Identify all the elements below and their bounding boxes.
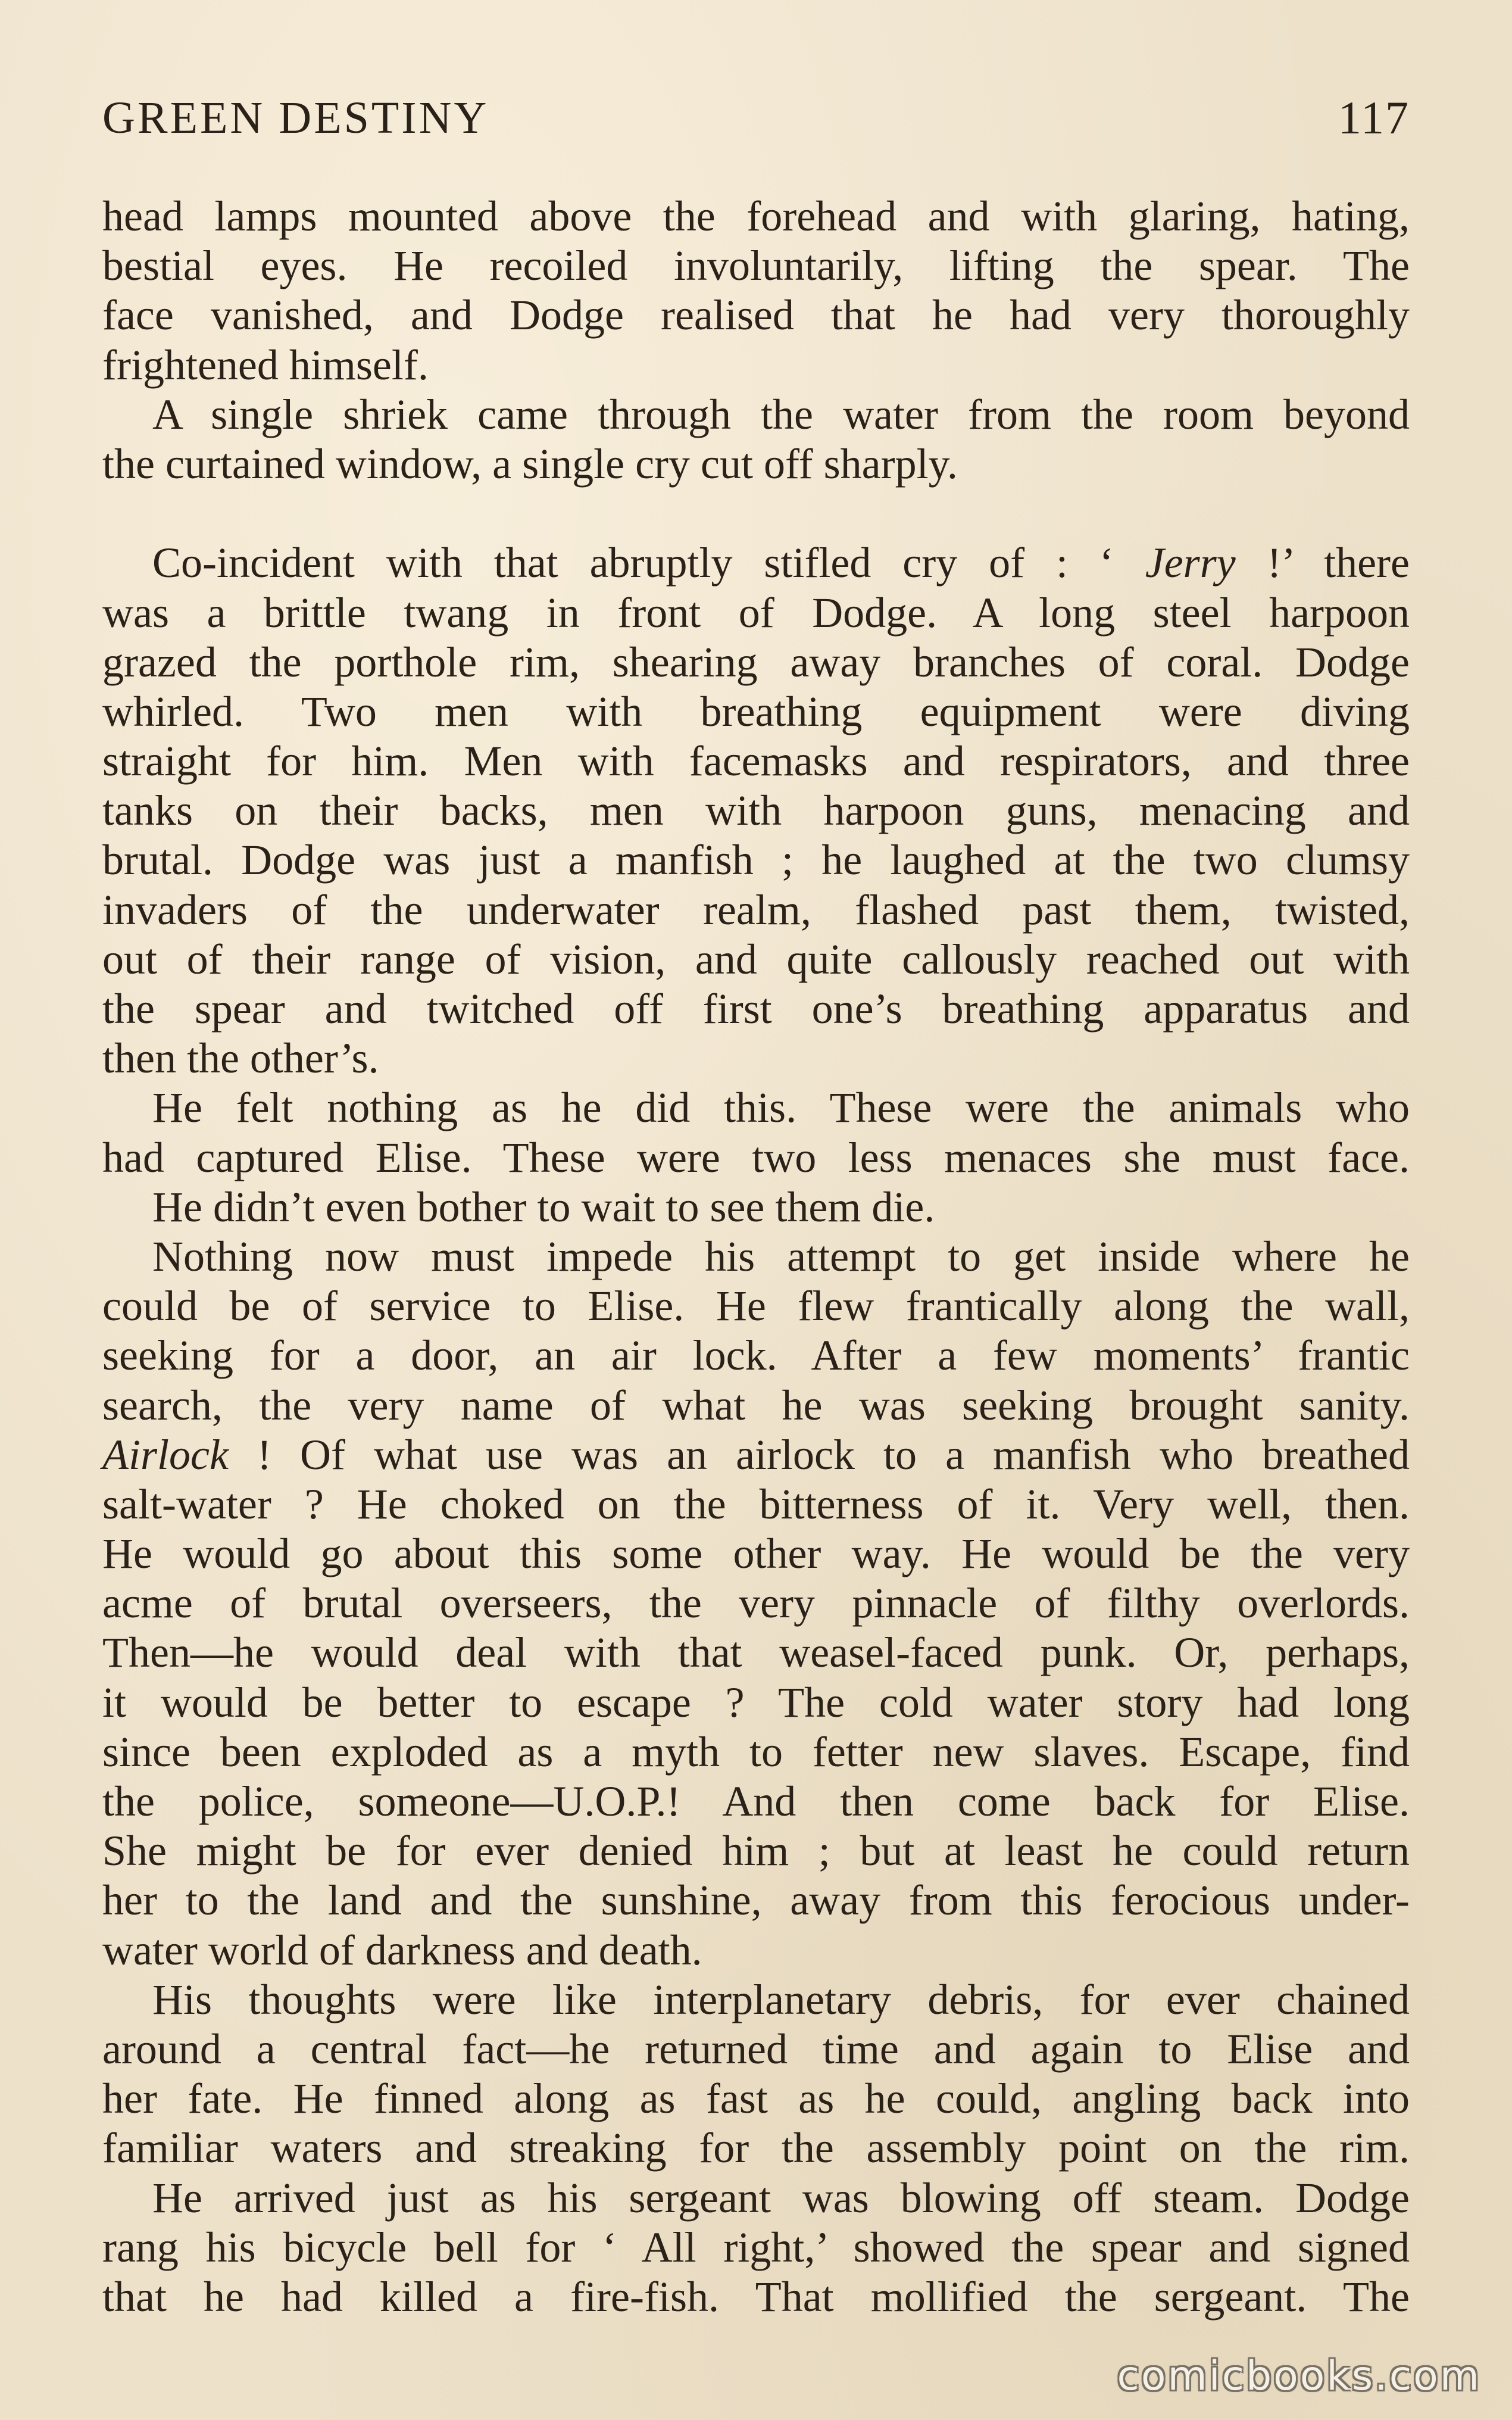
text-line: it would be better to escape ? The cold water story had long [102, 1678, 1410, 1726]
text-line: search, the very name of what he was seeking brought sanity. [102, 1381, 1410, 1429]
text-line: the curtained window, a single cry cut off sharply. [102, 439, 958, 488]
text-line: face vanished, and Dodge realised that he had very thoroughly [102, 291, 1410, 339]
text-line [102, 1430, 1410, 1480]
text-line: acme of brutal overseers, the very pinnacle of filthy overlords. [102, 1579, 1410, 1627]
text-line: her to the land and the sunshine, away from this ferocious under- [102, 1876, 1410, 1925]
text-line: since been exploded as a myth to fetter new slaves. Escape, find [102, 1727, 1410, 1776]
text-line: then the other’s. [102, 1034, 379, 1083]
text-line: She might be for ever denied him ; but at least he could return [102, 1827, 1410, 1875]
text-line: was a brittle twang in front of Dodge. A long steel harpoon [102, 588, 1410, 637]
text-line: He arrived just as his sergeant was blowing off steam. Dodge [152, 2173, 1410, 2222]
text-segment: !’ there [1235, 539, 1410, 587]
text-line: Then—he would deal with that weasel-faced punk. Or, perhaps, [102, 1629, 1410, 1677]
text-line: head lamps mounted above the forehead and with glaring, hating, [102, 192, 1410, 240]
text-line: His thoughts were like interplanetary debris, for ever chained [152, 1975, 1410, 2023]
text-line: He would go about this some other way. He would be the very [102, 1530, 1410, 1578]
page-number: 117 [1338, 92, 1410, 144]
text-line: could be of service to Elise. He flew frantically along the wall, [102, 1282, 1410, 1330]
section-break [102, 489, 1410, 538]
text-line: straight for him. Men with facemasks and respirators, and three [102, 737, 1410, 785]
text-line: Nothing now must impede his attempt to get inside where he [152, 1232, 1410, 1280]
running-head: GREEN DESTINY [102, 93, 489, 143]
text-line: bestial eyes. He recoiled involuntarily, lifting the spear. The [102, 242, 1410, 290]
text-line: He didn’t even bother to wait to see them die. [152, 1183, 935, 1231]
text-line: familiar waters and streaking for the assembly point on the rim. [102, 2124, 1410, 2172]
text-line: the spear and twitched off first one’s breathing apparatus and [102, 985, 1410, 1033]
text-line: He felt nothing as he did this. These were the animals who [152, 1084, 1410, 1132]
text-segment: ! Of what use was an airlock to a manfish who breathed [228, 1430, 1410, 1479]
text-line: around a central fact—he returned time and again to Elise and [102, 2025, 1410, 2073]
body-text [102, 192, 1410, 2322]
text-line: grazed the porthole rim, shearing away branches of coral. Dodge [102, 638, 1410, 686]
text-segment: Co-incident with that abruptly stifled cry of : ‘ [152, 539, 1145, 587]
page-header [102, 88, 1410, 148]
text-line: tanks on their backs, men with harpoon guns, menacing and [102, 787, 1410, 835]
text-line: her fate. He finned along as fast as he could, angling back into [102, 2075, 1410, 2123]
text-line: A single shriek came through the water from the room beyond [152, 390, 1410, 438]
text-line: that he had killed a fire-fish. That mollified the sergeant. The [102, 2272, 1410, 2321]
text-line: invaders of the underwater realm, flashed past them, twisted, [102, 885, 1410, 934]
text-line: had captured Elise. These were two less menaces she must face. [102, 1133, 1410, 1181]
watermark: comicbooks.com [1117, 2353, 1481, 2400]
text-line [102, 538, 1410, 588]
italic-text: Airlock [102, 1430, 229, 1479]
italic-text: Jerry [1145, 539, 1236, 587]
text-line: brutal. Dodge was just a manfish ; he laughed at the two clumsy [102, 836, 1410, 884]
text-line: whirled. Two men with breathing equipment were diving [102, 687, 1410, 735]
text-line: rang his bicycle bell for ‘ All right,’ showed the spear and signed [102, 2223, 1410, 2271]
text-line: frightened himself. [102, 341, 429, 389]
text-line: salt-water ? He choked on the bitterness of it. Very well, then. [102, 1480, 1410, 1528]
text-line: out of their range of vision, and quite callously reached out with [102, 935, 1410, 983]
text-line: the police, someone—U.O.P.! And then come back for Elise. [102, 1777, 1410, 1825]
text-line: seeking for a door, an air lock. After a few moments’ frantic [102, 1331, 1410, 1380]
text-line: water world of darkness and death. [102, 1926, 702, 1974]
